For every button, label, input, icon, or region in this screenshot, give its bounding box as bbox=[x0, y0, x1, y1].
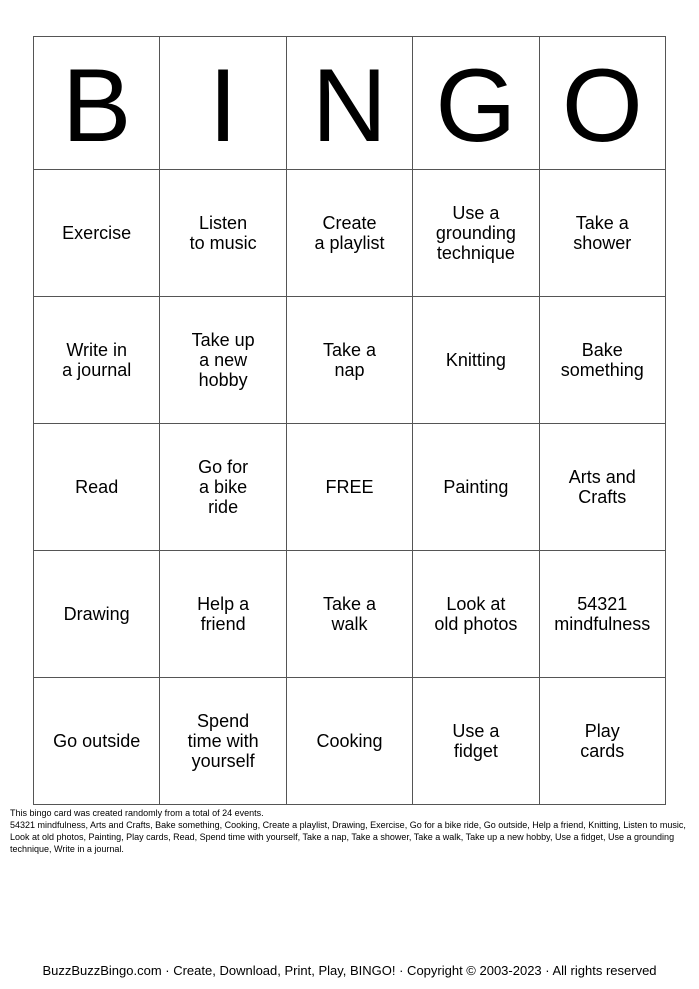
bingo-cell-text: Cooking bbox=[316, 731, 383, 751]
bingo-cell bbox=[286, 551, 412, 678]
bingo-cell-text: FREE bbox=[325, 477, 374, 497]
bingo-cell-text: Take a walk bbox=[322, 594, 376, 634]
bingo-cell bbox=[413, 551, 539, 678]
bingo-row-3 bbox=[34, 424, 666, 551]
bingo-cell-text: Play cards bbox=[580, 721, 625, 761]
bingo-row-1 bbox=[34, 170, 666, 297]
bingo-cell-text: Go for a bike ride bbox=[198, 457, 249, 517]
bingo-cell-text: Read bbox=[75, 477, 119, 497]
bingo-cell-text: Take a shower bbox=[573, 213, 632, 253]
bingo-cell-text: 54321 mindfulness bbox=[554, 594, 651, 634]
bingo-cell bbox=[539, 551, 665, 678]
header-letter-i: I bbox=[160, 37, 286, 170]
header-letter-b: B bbox=[34, 37, 160, 170]
bingo-cell bbox=[34, 424, 160, 551]
bingo-cell bbox=[539, 170, 665, 297]
bingo-cell-text: Knitting bbox=[445, 350, 506, 370]
bingo-row-2 bbox=[34, 297, 666, 424]
bingo-cell bbox=[34, 297, 160, 424]
bingo-cell-text: Spend time with yourself bbox=[187, 711, 259, 771]
bingo-cell-text: Go outside bbox=[53, 731, 141, 751]
bingo-cell bbox=[286, 170, 412, 297]
bingo-cell bbox=[160, 678, 286, 805]
bingo-cell-text: Use a grounding technique bbox=[435, 203, 516, 263]
bingo-cell bbox=[539, 424, 665, 551]
bingo-card bbox=[33, 36, 666, 805]
bingo-cell bbox=[286, 297, 412, 424]
bingo-cell-text: Take up a new hobby bbox=[191, 330, 255, 390]
bingo-cell-text: Listen to music bbox=[189, 213, 257, 253]
bingo-cell-text: Arts and Crafts bbox=[568, 467, 636, 507]
bingo-cell-text: Create a playlist bbox=[314, 213, 385, 253]
bingo-cell-text: Take a nap bbox=[322, 340, 376, 380]
header-letter-o: O bbox=[539, 37, 665, 170]
header-letter-g: G bbox=[413, 37, 539, 170]
bingo-cell bbox=[34, 678, 160, 805]
bingo-cell bbox=[160, 297, 286, 424]
bingo-free-cell bbox=[286, 424, 412, 551]
events-list: 54321 mindfulness, Arts and Crafts, Bake something, Cooking, Create a playlist, Drawing, Exercise, Go for a bike ride, Go outside, Help a friend, Knitting, Listen to music, Look at old photos, Painting, Play cards, Read, Spend time with yourself, Take a nap, Take a shower, Take a walk, Take up a new hobby, Use a fidget, Use a grounding technique, Write in a journal. bbox=[10, 820, 686, 854]
bingo-cell-text: Exercise bbox=[62, 223, 132, 243]
bingo-cell bbox=[160, 424, 286, 551]
card-notes bbox=[10, 807, 690, 855]
bingo-cell bbox=[160, 170, 286, 297]
bingo-cell-text: Use a fidget bbox=[452, 721, 500, 761]
bingo-cell bbox=[413, 297, 539, 424]
header-letter-n: N bbox=[286, 37, 412, 170]
bingo-cell bbox=[413, 678, 539, 805]
bingo-cell bbox=[539, 678, 665, 805]
bingo-row-5 bbox=[34, 678, 666, 805]
bingo-cell bbox=[286, 678, 412, 805]
bingo-cell-text: Painting bbox=[443, 477, 509, 497]
bingo-cell-text: Bake something bbox=[560, 340, 644, 380]
bingo-cell-text: Help a friend bbox=[197, 594, 250, 634]
bingo-cell bbox=[413, 424, 539, 551]
bingo-cell-text: Look at old photos bbox=[434, 594, 518, 634]
bingo-header-row bbox=[34, 37, 666, 170]
bingo-cell bbox=[34, 170, 160, 297]
footer-copyright: BuzzBuzzBingo.com · Create, Download, Print, Play, BINGO! · Copyright © 2003-2023 · All rights reserved bbox=[42, 963, 657, 978]
bingo-cell bbox=[160, 551, 286, 678]
bingo-cell-text: Write in a journal bbox=[62, 340, 132, 380]
bingo-cell bbox=[539, 297, 665, 424]
bingo-cell-text: Drawing bbox=[63, 604, 130, 624]
bingo-cell bbox=[413, 170, 539, 297]
bingo-cell bbox=[34, 551, 160, 678]
bingo-row-4 bbox=[34, 551, 666, 678]
created-note: This bingo card was created randomly from a total of 24 events. bbox=[10, 808, 264, 818]
